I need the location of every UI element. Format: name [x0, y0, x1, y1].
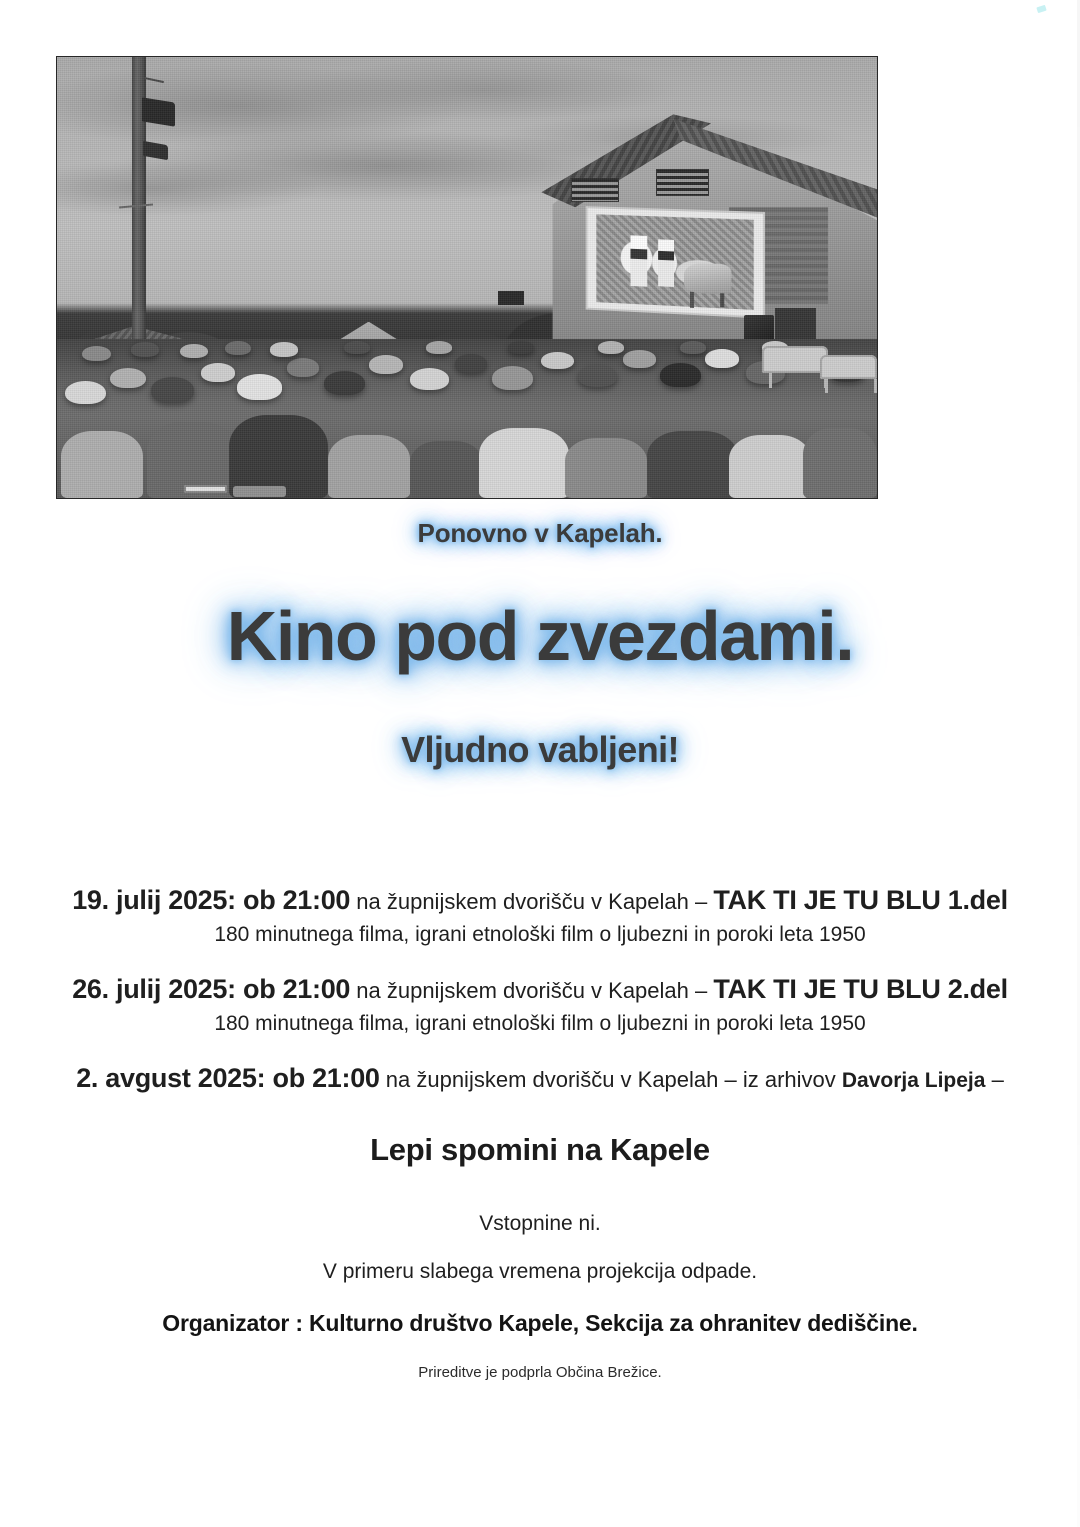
page-title: Kino pod zvezdami. — [226, 597, 854, 675]
projection-screen — [588, 208, 764, 317]
event-film-title: TAK TI JE TU BLU 1.del — [713, 885, 1008, 915]
event-time: ob 21:00 — [243, 885, 351, 915]
poster-subtitle: Vljudno vabljeni! — [401, 729, 679, 770]
archive-owner: Davorja Lipeja — [841, 1069, 986, 1093]
poster-footer — [0, 1212, 1080, 1381]
feature-film-title: Lepi spomini na Kapele — [370, 1132, 710, 1168]
headline-trailing-dash: – — [985, 1067, 1004, 1093]
schedule-item — [0, 973, 1080, 1036]
free-entry-note: Vstopnine ni. — [479, 1212, 601, 1235]
film-horse — [684, 262, 732, 295]
schedule-item — [0, 884, 1080, 947]
schedule-item-headline — [0, 884, 1080, 917]
event-place: na župnijskem dvorišču v Kapelah – — [350, 978, 714, 1004]
barn-vent-right — [656, 169, 709, 196]
event-time: ob 21:00 — [243, 974, 351, 1005]
event-date: 26. julij 2025: — [72, 974, 236, 1005]
audience-torso — [647, 431, 737, 498]
event-date: 19. julij 2025: — [72, 885, 236, 915]
audience-torso — [565, 438, 647, 498]
schedule-item-headline — [0, 973, 1080, 1006]
event-date: 2. avgust 2025: — [76, 1063, 266, 1094]
organizer-line: Organizator : Kulturno društvo Kapele, Sekcija za ohranitev dediščine. — [162, 1310, 918, 1336]
weather-note: V primeru slabega vremena projekcija odpade. — [322, 1260, 758, 1283]
audience-torso — [328, 435, 410, 499]
event-time: ob 21:00 — [272, 1063, 380, 1094]
event-place: na župnijskem dvorišču v Kapelah – — [350, 889, 714, 914]
supporter-line: Prireditve je podprla Občina Brežice. — [418, 1364, 662, 1381]
barn-window — [498, 291, 524, 305]
schedule-item-note: 180 minutnega filma, igrani etnološki film o ljubezni in poroki leta 1950 — [214, 922, 866, 946]
tshirt-print-tak-ti-je-tu-blu — [184, 485, 227, 493]
event-place: na župnijskem dvorišču v Kapelah – iz arhivov — [379, 1067, 842, 1093]
plastic-chair — [820, 355, 877, 379]
audience-torso — [410, 441, 484, 498]
photo-scene — [57, 57, 877, 498]
audience-torso — [61, 431, 143, 498]
event-film-title: TAK TI JE TU BLU 2.del — [713, 974, 1008, 1005]
audience-torso — [479, 428, 569, 498]
tshirt-print-installo — [233, 486, 285, 497]
schedule-item — [0, 1062, 1080, 1095]
projected-film-frame — [596, 215, 754, 311]
poster-kicker: Ponovno v Kapelah. — [417, 518, 663, 548]
schedule-item-note: 180 minutnega filma, igrani etnološki film o ljubezni in poroki leta 1950 — [214, 1012, 866, 1036]
audience-torso — [803, 428, 877, 498]
barn-vent-left — [571, 178, 619, 202]
screening-schedule — [0, 884, 1080, 1168]
film-figure-right — [658, 240, 674, 287]
plastic-chair — [762, 346, 828, 373]
event-photo — [57, 57, 877, 498]
film-figure-left — [630, 235, 647, 287]
audience-crowd — [57, 339, 877, 498]
audience-torso — [729, 435, 811, 499]
schedule-item-headline — [0, 1062, 1080, 1095]
scan-artifact-fleck — [1036, 5, 1046, 13]
